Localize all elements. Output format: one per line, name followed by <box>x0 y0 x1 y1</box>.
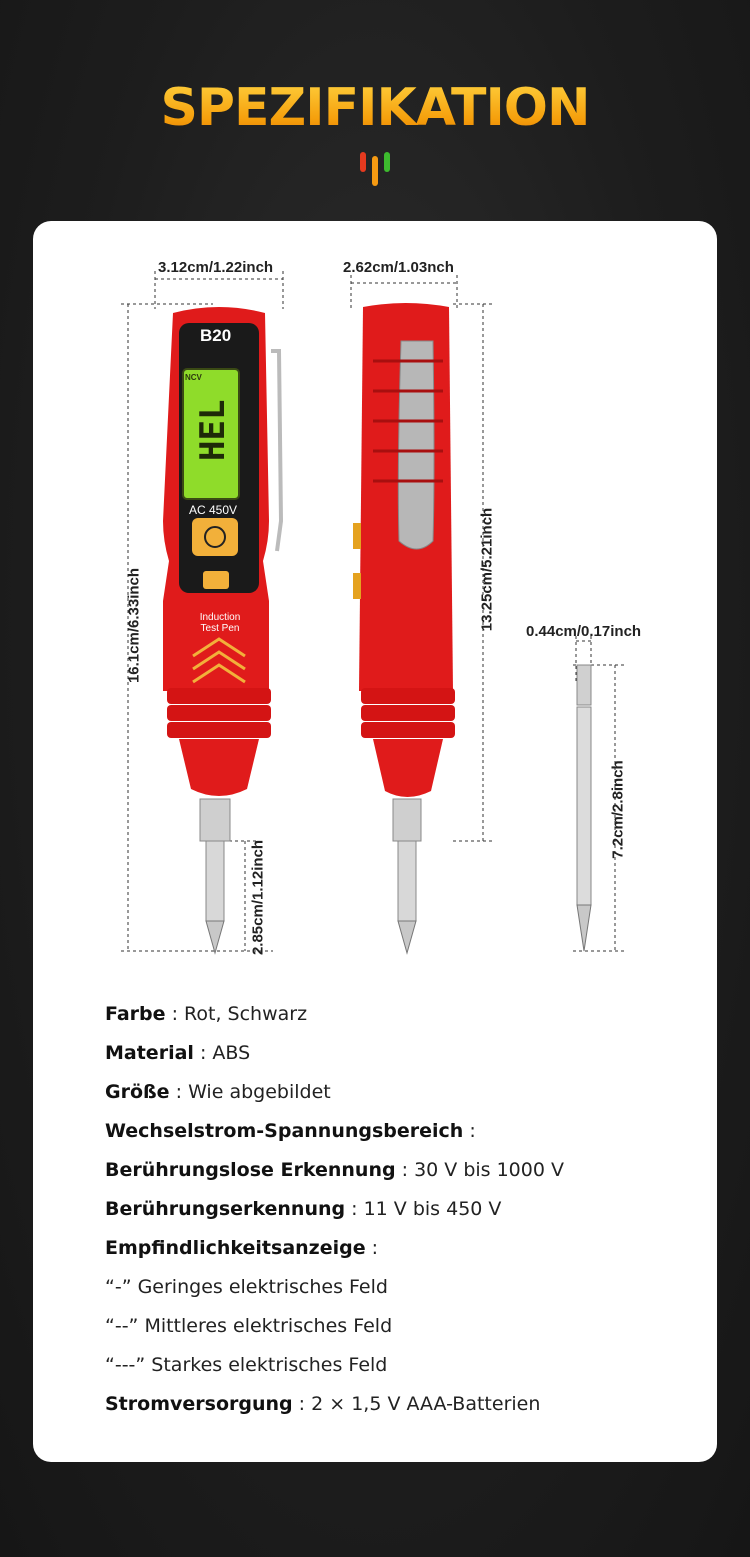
lcd-mode-label: NCV <box>185 373 202 382</box>
spec-row: Wechselstrom-Spannungsbereich : <box>105 1120 476 1142</box>
pen-model-label: B20 <box>200 326 232 345</box>
accent-bars-icon <box>359 152 391 186</box>
spec-row: Farbe : Rot, Schwarz <box>105 1003 308 1025</box>
dim-tip-length: 2.85cm/1.12inch <box>249 839 267 956</box>
dim-bit-width: 0.44cm/0.17inch <box>526 623 642 640</box>
page-title: SPEZIFIKATION <box>0 78 750 138</box>
screwdriver-bit <box>577 665 591 951</box>
spec-row: Berührungserkennung : 11 V bis 450 V <box>105 1198 502 1220</box>
lcd-display-text: HEL <box>193 399 233 461</box>
pen-text-line-1: Induction <box>199 612 241 623</box>
spec-row: “-” Geringes elektrisches Feld <box>105 1276 388 1298</box>
dim-length-body: 13.25cm/5.21inch <box>478 507 496 632</box>
spec-row: Material : ABS <box>105 1042 251 1064</box>
pen-text-line-2: Test Pen <box>200 623 240 634</box>
voltage-label: AC 450V <box>189 503 238 517</box>
spec-row: Größe : Wie abgebildet <box>105 1081 331 1103</box>
spec-row: Berührungslose Erkennung : 30 V bis 1000 V <box>105 1159 564 1181</box>
product-dimension-figure <box>33 221 717 981</box>
spec-card <box>33 221 717 1462</box>
spec-row: “---” Starkes elektrisches Feld <box>105 1354 388 1376</box>
dim-width-side: 2.62cm/1.03nch <box>343 259 454 276</box>
spec-row: Stromversorgung : 2 × 1,5 V AAA-Batterien <box>105 1393 541 1415</box>
dim-width-front: 3.12cm/1.22inch <box>158 259 274 276</box>
dim-length-total: 16.1cm/6.33inch <box>125 567 143 684</box>
spec-list <box>105 999 705 1428</box>
spec-row: “--” Mittleres elektrisches Feld <box>105 1315 393 1337</box>
dim-bit-length: 7.2cm/2.8inch <box>609 760 627 859</box>
pen-side <box>353 303 455 953</box>
spec-row: Empfindlichkeitsanzeige : <box>105 1237 379 1259</box>
